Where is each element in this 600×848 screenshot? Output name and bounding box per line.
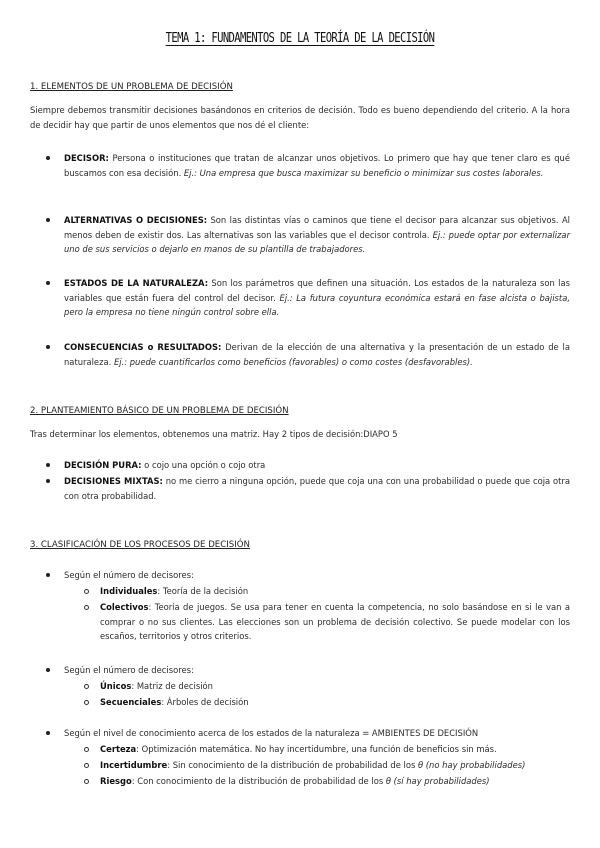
sub-term: Únicos [100,681,132,691]
sub-term: Individuales [100,586,158,596]
sub-item-individuales [84,584,570,599]
section-1-heading: 1. ELEMENTOS DE UN PROBLEMA DE DECISIÓN [30,82,233,92]
list-item-alternativas [46,213,570,257]
bullet-icon [46,573,50,577]
term-label: CONSECUENCIAS o RESULTADOS: [64,342,222,352]
term-label: DECISIÓN PURA: [64,460,142,470]
sub-text: : Sin conocimiento de la distribución de probabilidad de los [167,760,418,770]
theta-symbol: θ [418,760,424,770]
sub-item-incertidumbre [84,758,570,773]
sub-text: : Teoría de la decisión [157,586,249,596]
circle-bullet-icon [84,589,89,594]
sub-note: (sí hay probabilidades) [390,776,490,786]
term-label: DECISOR: [64,153,109,163]
sub-item-secuenciales [84,695,570,710]
term-example: Ej.: puede optar por externalizar uno de sus servicios o dejarlo en manos de su plantilla de trabajadores. [64,229,571,254]
sub-term: Colectivos [100,602,149,612]
sub-term: Secuenciales [100,697,162,707]
group-label: Según el nivel de conocimiento acerca de los estados de la naturaleza = AMBIENTES DE DECISIÓN [64,728,479,738]
circle-bullet-icon [84,605,89,610]
term-example: Ej.: La futura coyuntura económica estará en fase alcista o bajista, pero la empresa no tiene ningún control sobre ella. [64,292,570,317]
sub-text: : Matriz de decisión [131,681,213,691]
circle-bullet-icon [84,684,89,689]
bullet-icon [46,156,50,160]
term-label: DECISIONES MIXTAS: [64,476,163,486]
document-title: TEMA 1: FUNDAMENTOS DE LA TEORÍA DE LA DECISIÓN [165,30,435,46]
term-text: Persona o instituciones que tratan de alcanzar unos objetivos. Lo primero que hay que tener claro es qué buscamos con esa decisión. [64,153,570,178]
section-1-intro: Siempre debemos transmitir decisiones basándonos en criterios de decisión. Todo es bueno dependiendo del criterio. A la hora de decidir hay que partir de unos elementos que nos dé el cliente: [30,105,570,130]
bullet-icon [46,731,50,735]
sub-text: : Con conocimiento de la distribución de probabilidad de los [131,776,386,786]
bullet-icon [46,479,50,483]
term-text: no me cierro a ninguna opción, puede que coja una con una probabilidad o puede que coja otra con otra probabilidad. [64,476,570,501]
bullet-icon [46,345,50,349]
list-item-decisor [46,151,570,180]
circle-bullet-icon [84,779,89,784]
sub-item-colectivos [84,600,570,644]
term-example: Ej.: puede cuantificarlos como beneficios (favorables) o como costes (desfavorables). [113,356,473,367]
sub-item-unicos [84,679,570,694]
sub-term: Riesgo [100,776,132,786]
section-2-heading: 2. PLANTEAMIENTO BÁSICO DE UN PROBLEMA DE DECISIÓN [30,406,289,416]
term-label: ALTERNATIVAS O DECISIONES: [64,215,208,225]
term-example: Ej.: Una empresa que busca maximizar su beneficio o minimizar sus costes laborales. [183,167,544,178]
sub-text: : Teoría de juegos. Se usa para tener en cuenta la competencia, no solo basándose en si le van a comprar o no sus clientes. Las elecciones son un problema de decisión colectivo. Se puede modelar con los escaños, territorios y otros criterios. [100,602,570,641]
sub-text: : Árboles de decisión [161,697,249,707]
list-item-consecuencias [46,340,570,369]
sub-term: Incertidumbre [100,760,168,770]
section-3-heading: 3. CLASIFICACIÓN DE LOS PROCESOS DE DECISIÓN [30,540,250,550]
bullet-icon [46,218,50,222]
group-numero-decisores-2 [46,663,570,678]
group-nivel-conocimiento [46,726,570,741]
term-text: Derivan de la elección de una alternativa y la presentación de un estado de la naturaleza. [64,342,570,367]
bullet-icon [46,668,50,672]
list-item-estados [46,276,570,320]
circle-bullet-icon [84,747,89,752]
term-text: Son los parámetros que definen una situación. Los estados de la naturaleza son las variables que están fuera del control del decisor. [64,278,570,303]
section-2-intro: Tras determinar los elementos, obtenemos una matriz. Hay 2 tipos de decisión:DIAPO 5 [30,429,398,439]
circle-bullet-icon [84,763,89,768]
circle-bullet-icon [84,700,89,705]
list-item-decisiones-mixtas [46,474,570,503]
bullet-icon [46,463,50,467]
sub-text: : Optimización matemática. No hay incertidumbre, una función de beneficios sin más. [136,744,497,754]
term-text: Son las distintas vías o caminos que tiene el decisor para alcanzar sus objetivos. Al menos deben de existir dos. Las alternativas son las variables que el decisor controla. [64,215,570,240]
term-label: ESTADOS DE LA NATURALEZA: [64,278,209,288]
group-label: Según el número de decisores: [64,665,194,675]
list-item-decision-pura [46,458,570,473]
term-text: o cojo una opción o cojo otra [141,460,266,470]
bullet-icon [46,281,50,285]
theta-symbol: θ [385,776,391,786]
sub-item-certeza [84,742,570,757]
sub-term: Certeza [100,744,137,754]
group-numero-decisores [46,568,570,583]
sub-note: (no hay probabilidades) [423,760,526,770]
sub-item-riesgo [84,774,570,789]
group-label: Según el número de decisores: [64,570,194,580]
